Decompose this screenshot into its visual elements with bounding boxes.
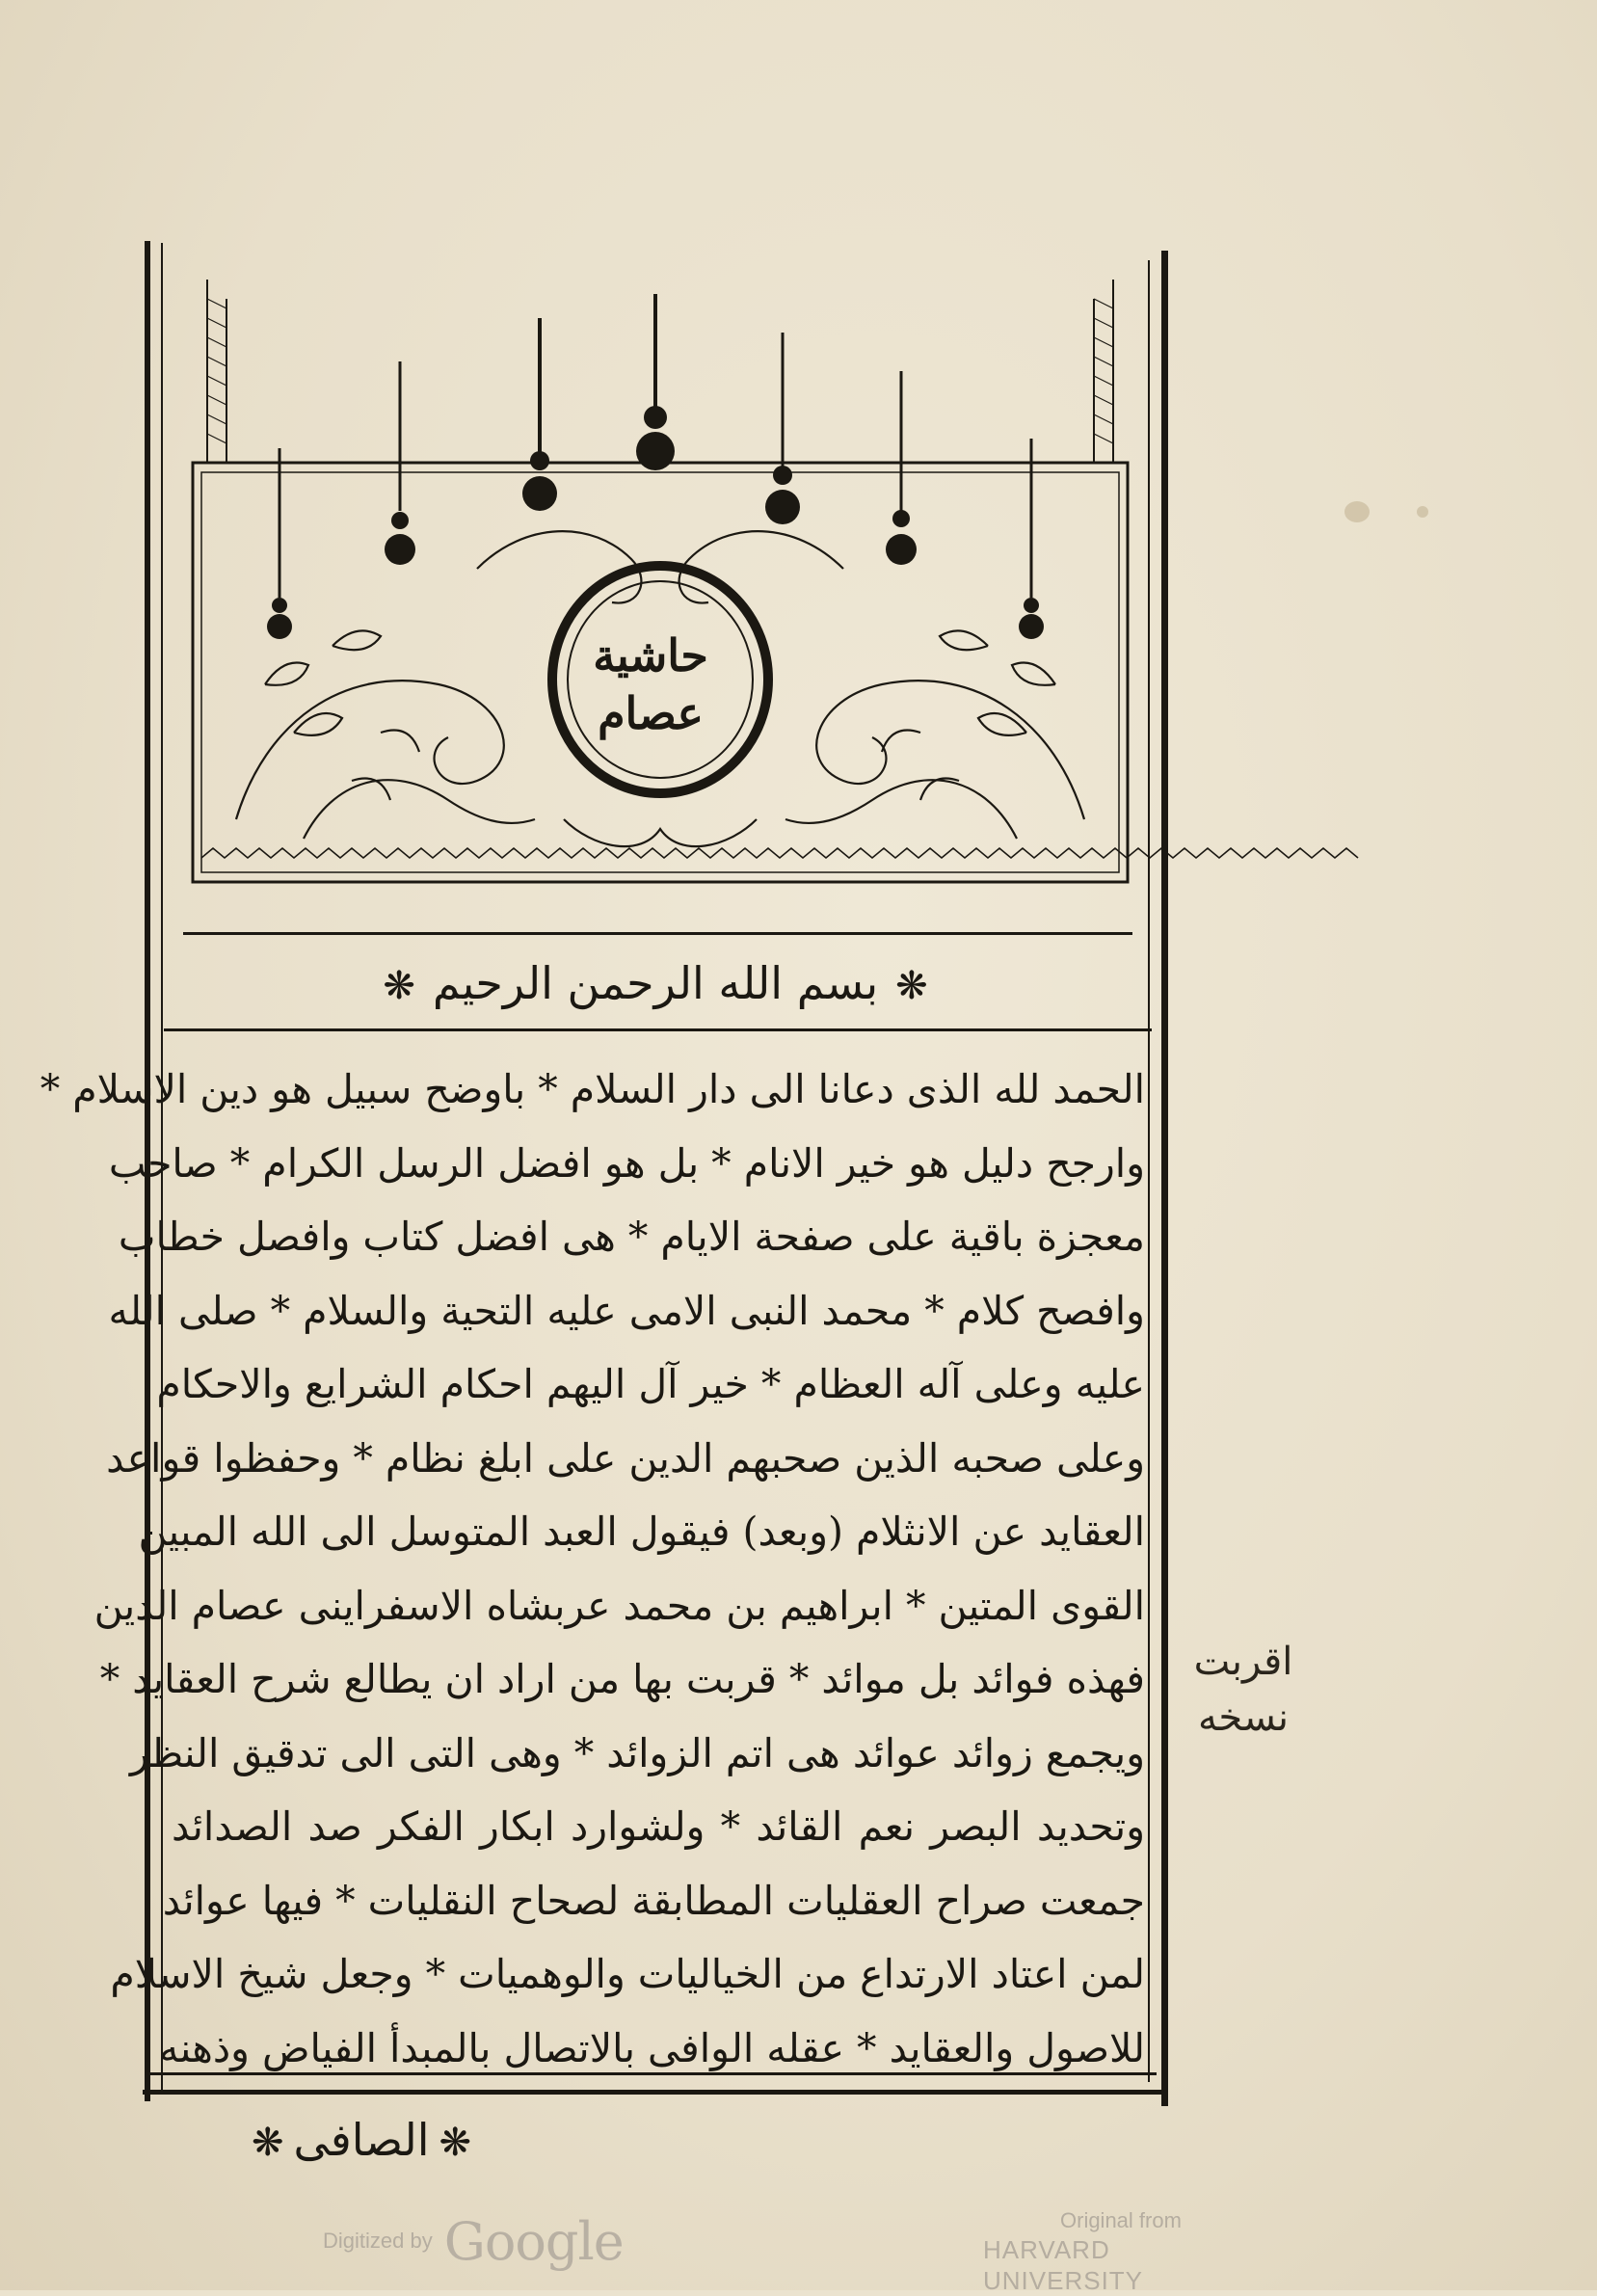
text-line: العقايد عن الانثلام (وبعد) فيقول العبد المتوسل الى الله المبين bbox=[138, 1508, 1145, 1555]
text-line: وارجح دليل هو خير الانام * بل هو افضل الرسل الكرام * صاحب bbox=[108, 1139, 1145, 1187]
text-line: وافصح كلام * محمد النبى الامى عليه التحية والسلام * صلى الله bbox=[108, 1287, 1145, 1334]
main-text bbox=[40, 1053, 1145, 2085]
text-line: للاصول والعقايد * عقله الوافى بالاتصال بالمبدأ الفياض وذهنه bbox=[158, 2024, 1145, 2071]
text-line: معجزة باقية على صفحة الايام * هى افضل كتاب وافصل خطاب bbox=[118, 1214, 1145, 1260]
margin-note bbox=[1181, 1634, 1306, 1746]
digitized-label: Digitized by bbox=[323, 2229, 433, 2253]
title-line: عصام bbox=[598, 687, 704, 739]
book-title bbox=[569, 627, 732, 742]
ornament-icon: ❋ bbox=[251, 2121, 284, 2165]
ornament-icon: ❋ bbox=[383, 964, 415, 1008]
original-from-watermark bbox=[983, 2207, 1272, 2296]
paper-stain bbox=[1344, 501, 1370, 522]
text-line: جمعت صراح العقليات المطابقة لصحاح النقليات * فيها عوائد bbox=[162, 1877, 1145, 1924]
google-logo: Google bbox=[443, 2210, 624, 2272]
margin-note-line: نسخه bbox=[1197, 1695, 1290, 1740]
divider-rule bbox=[164, 1028, 1152, 1031]
institution-name: HARVARD UNIVERSITY bbox=[983, 2235, 1144, 2295]
title-line: حاشية bbox=[593, 629, 708, 681]
text-line: ويجمع زوائد عوائد هى اتم الزوائد * وهى التى الى تدقيق النظر bbox=[129, 1729, 1145, 1776]
text-line: القوى المتين * ابراهيم بن محمد عربشاه الاسفراينى عصام الدين bbox=[93, 1582, 1145, 1629]
basmala-text: بسم الله الرحمن الرحيم bbox=[432, 957, 879, 1009]
text-line: الحمد لله الذى دعانا الى دار السلام * باوضح سبيل هو دين الاسلام * bbox=[40, 1066, 1145, 1112]
text-line: لمن اعتاد الارتداع من الخياليات والوهميات * وجعل شيخ الاسلام bbox=[110, 1951, 1145, 1997]
frame-bottom-outer-rule bbox=[143, 2090, 1168, 2095]
frame-right-outer-rule bbox=[1161, 251, 1168, 2106]
original-from-label: Original from bbox=[1060, 2208, 1182, 2232]
ornament-icon: ❋ bbox=[895, 964, 928, 1008]
ornamental-headpiece bbox=[188, 280, 1132, 896]
basmala-heading bbox=[289, 949, 1022, 1017]
divider-rule bbox=[183, 932, 1132, 935]
digitized-by-watermark bbox=[323, 2210, 624, 2272]
text-line: عليه وعلى آله العظام * خير آل اليهم احكام الشرايع والاحكام bbox=[156, 1361, 1145, 1407]
margin-note-line: اقربت bbox=[1193, 1640, 1293, 1684]
text-line: فهذه فوائد بل موائد * قربت بها من اراد ان يطالع شرح العقايد * bbox=[99, 1656, 1145, 1702]
paper-stain bbox=[1417, 506, 1428, 518]
catchword bbox=[236, 2106, 487, 2174]
ornament-icon: ❋ bbox=[439, 2121, 472, 2165]
frame-right-inner-rule bbox=[1148, 260, 1150, 2082]
text-line: وتحديد البصر نعم القائد * ولشوارد ابكار الفكر صد الصدائد bbox=[172, 1803, 1145, 1850]
text-line: وعلى صحبه الذين صحبهم الدين على ابلغ نظام * وحفظوا قواعد bbox=[106, 1434, 1145, 1482]
catchword-text: الصافى bbox=[293, 2114, 430, 2166]
